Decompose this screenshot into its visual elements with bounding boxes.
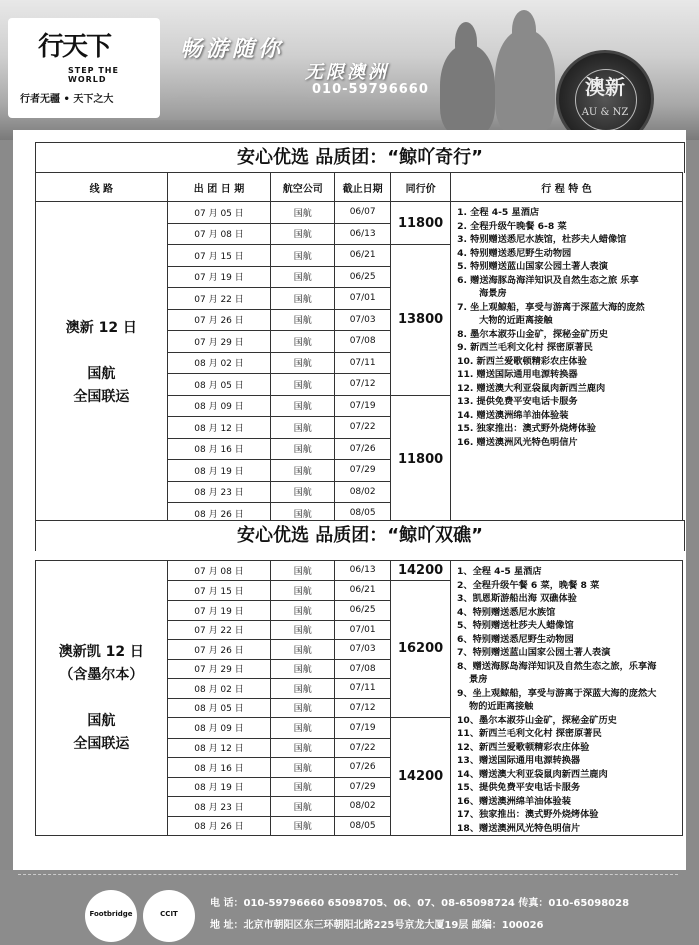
feature-item: 1、全程 4-5 星酒店 (457, 566, 542, 577)
departure-date: 08 月 02 日 (167, 352, 271, 374)
airline: 国航 (271, 223, 335, 245)
departure-date: 07 月 08 日 (167, 223, 271, 245)
footbridge-logo-icon (85, 890, 137, 942)
deadline: 06/25 (335, 601, 391, 621)
header-phone: 010-59796660 (312, 82, 429, 97)
departure-date: 08 月 05 日 (167, 698, 271, 718)
deadline: 07/01 (335, 288, 391, 310)
departure-date: 08 月 23 日 (167, 481, 271, 503)
feature-item: 景房 (469, 674, 488, 685)
deadline: 06/25 (335, 266, 391, 288)
deadline: 07/03 (335, 309, 391, 331)
feature-item: 9、坐上观鲸船，享受与游离于深蓝大海的庞然大 (457, 687, 657, 699)
departure-date: 08 月 16 日 (167, 758, 271, 778)
feature-item: 12、新西兰爱歌顿精彩农庄体验 (457, 741, 590, 753)
tour1-title: 安心优选 品质团：“鲸吖奇行” (35, 142, 685, 173)
tour2-route-line: （含墨尔本） (59, 666, 144, 683)
airline: 国航 (271, 718, 335, 739)
feature-item: 16、赠送澳洲绵羊油体验装 (457, 795, 571, 807)
feature-item: 大物的近距离接触 (479, 315, 553, 326)
departure-date: 07 月 19 日 (167, 601, 271, 621)
tour2-title: 安心优选 品质团：“鲸吖双礁” (35, 520, 685, 551)
deadline: 06/13 (335, 561, 391, 581)
slogan-2: 无限澳洲 (305, 62, 389, 83)
airline: 国航 (271, 620, 335, 640)
departure-date: 07 月 05 日 (167, 202, 271, 224)
kangaroo-icon (512, 10, 536, 50)
slogan-1: 畅游随你 (180, 37, 285, 62)
departure-date: 07 月 08 日 (167, 561, 271, 581)
airline: 国航 (271, 288, 335, 310)
feature-item: 18、赠送澳洲风光特色明信片 (457, 822, 581, 834)
col-route: 线 路 (36, 173, 168, 202)
departure-date: 08 月 16 日 (167, 438, 271, 460)
departure-date: 08 月 26 日 (167, 503, 271, 525)
feature-item: 11. 赠送国际通用电源转换器 (457, 369, 578, 380)
airline: 国航 (271, 460, 335, 482)
footer-address: 地 址：北京市朝阳区东三环朝阳北路225号京龙大厦19层 邮编：100026 (210, 920, 544, 931)
feature-item: 2、全程升级午餐 6 菜，晚餐 8 菜 (457, 579, 600, 591)
feature-item: 5、特别赠送杜莎夫人蜡像馆 (457, 620, 574, 631)
feature-item: 11、新西兰毛利文化村 探密原著民 (457, 728, 602, 739)
airline: 国航 (271, 601, 335, 621)
deadline: 06/07 (335, 202, 391, 224)
deadline: 07/11 (335, 352, 391, 374)
deadline: 07/19 (335, 718, 391, 739)
tour1-table (35, 172, 683, 525)
departure-date: 07 月 22 日 (167, 288, 271, 310)
departure-date: 08 月 09 日 (167, 395, 271, 417)
deadline: 08/02 (335, 797, 391, 817)
tour1-route-line: 国航 (87, 365, 116, 382)
feature-item: 10. 新西兰爱歌顿精彩农庄体验 (457, 355, 587, 367)
au-nz-seal-icon (556, 50, 654, 140)
deadline: 06/21 (335, 580, 391, 601)
feature-item: 6. 赠送海豚岛海洋知识及自然生态之旅 乐享 (457, 274, 639, 286)
kangaroo-icon (455, 22, 477, 62)
airline: 国航 (271, 797, 335, 817)
price-cell: 14200 (391, 561, 451, 581)
airline: 国航 (271, 245, 335, 267)
feature-item: 3、凯恩斯游船出海 双礁体验 (457, 593, 577, 604)
deadline: 07/11 (335, 679, 391, 699)
feature-item: 9. 新西兰毛利文化村 探密原著民 (457, 342, 593, 353)
deadline: 08/05 (335, 503, 391, 525)
airline: 国航 (271, 580, 335, 601)
tour2-route-line: 全国联运 (73, 735, 130, 752)
price-cell: 16200 (391, 580, 451, 718)
tour1-route-line (36, 340, 167, 363)
tour2-route-cell (36, 561, 168, 836)
departure-date: 08 月 19 日 (167, 460, 271, 482)
footbridge-logo-text: Footbridge (89, 910, 133, 918)
feature-item: 15. 独家推出：澳式野外烧烤体验 (457, 423, 596, 434)
col-airline: 航空公司 (271, 173, 335, 202)
departure-date: 08 月 12 日 (167, 738, 271, 758)
feature-item: 16. 赠送澳洲风光特色明信片 (457, 436, 578, 448)
feature-item: 8、赠送海豚岛海洋知识及自然生态之旅，乐享海 (457, 660, 657, 672)
departure-date: 08 月 09 日 (167, 718, 271, 739)
feature-item: 13、赠送国际通用电源转换器 (457, 755, 581, 766)
departure-date: 08 月 23 日 (167, 797, 271, 817)
feature-item: 6、特别赠送悉尼野生动物园 (457, 633, 574, 645)
departure-date: 07 月 22 日 (167, 620, 271, 640)
table-row (36, 202, 683, 224)
feature-item: 12. 赠送澳大利亚袋鼠肉新西兰鹿肉 (457, 382, 606, 394)
deadline: 07/08 (335, 659, 391, 679)
departure-date: 08 月 02 日 (167, 679, 271, 699)
ccit-logo-text: CCIT (160, 910, 178, 918)
airline: 国航 (271, 679, 335, 699)
departure-date: 07 月 29 日 (167, 659, 271, 679)
feature-item: 5. 特别赠送蓝山国家公园土著人表演 (457, 261, 608, 272)
feature-item: 4. 特别赠送悉尼野生动物园 (457, 247, 572, 259)
departure-date: 08 月 12 日 (167, 417, 271, 439)
col-price: 同行价 (391, 173, 451, 202)
feature-item: 2. 全程升级午晚餐 6-8 菜 (457, 220, 567, 232)
footer-phone: 电 话：010-59796660 65098705、06、07、08-65098724 传真：010-65098028 (210, 898, 630, 909)
deadline: 07/03 (335, 640, 391, 660)
price-cell: 13800 (391, 245, 451, 396)
airline: 国航 (271, 266, 335, 288)
feature-item: 10、墨尔本淑芬山金矿，探秘金矿历史 (457, 714, 617, 726)
header-banner (0, 0, 699, 140)
feature-item: 17、独家推出：澳式野外烧烤体验 (457, 809, 599, 820)
tour2-route-line: 国航 (87, 712, 116, 729)
departure-date: 07 月 19 日 (167, 266, 271, 288)
deadline: 07/12 (335, 374, 391, 396)
departure-date: 07 月 26 日 (167, 640, 271, 660)
table-header-row (36, 173, 683, 202)
tour2-route-line: 澳新凯 12 日 (58, 643, 144, 660)
airline: 国航 (271, 202, 335, 224)
departure-date: 08 月 05 日 (167, 374, 271, 396)
deadline: 07/22 (335, 417, 391, 439)
tour2-route-line (36, 687, 167, 710)
col-features: 行 程 特 色 (451, 173, 683, 202)
departure-date: 07 月 29 日 (167, 331, 271, 353)
price-cell: 14200 (391, 718, 451, 836)
airline: 国航 (271, 395, 335, 417)
feature-item: 7. 坐上观鲸船，享受与游离于深蓝大海的庞然 (457, 301, 645, 313)
airline: 国航 (271, 352, 335, 374)
feature-item: 14、赠送澳大利亚袋鼠肉新西兰鹿肉 (457, 768, 608, 780)
airline: 国航 (271, 309, 335, 331)
airline: 国航 (271, 561, 335, 581)
deadline: 06/21 (335, 245, 391, 267)
airline: 国航 (271, 659, 335, 679)
feature-item: 4、特别赠送悉尼水族馆 (457, 606, 556, 618)
deadline: 08/02 (335, 481, 391, 503)
feature-item: 14. 赠送澳洲绵羊油体验装 (457, 409, 569, 421)
seal-title: 澳新 (585, 75, 625, 99)
logo-main-text: 行天下 (38, 32, 111, 62)
itinerary-sheet (13, 130, 686, 870)
airline: 国航 (271, 481, 335, 503)
departure-date: 07 月 26 日 (167, 309, 271, 331)
footer (0, 870, 699, 945)
brand-logo (8, 18, 160, 118)
feature-item: 海景房 (479, 288, 507, 299)
deadline: 07/22 (335, 738, 391, 758)
airline: 国航 (271, 640, 335, 660)
departure-date: 08 月 26 日 (167, 816, 271, 836)
ccit-logo-icon (143, 890, 195, 942)
tour1-route-line: 澳新 12 日 (65, 319, 137, 336)
deadline: 08/05 (335, 816, 391, 836)
feature-item: 7、特别赠送蓝山国家公园土著人表演 (457, 647, 611, 658)
airline: 国航 (271, 738, 335, 758)
deadline: 07/08 (335, 331, 391, 353)
table-row (36, 561, 683, 581)
airline: 国航 (271, 417, 335, 439)
logo-sub-text: STEP THE WORLD (68, 66, 119, 84)
tour1-features-cell (451, 202, 683, 525)
tour2-table (35, 560, 683, 836)
tour2-features-cell (451, 561, 683, 836)
departure-date: 07 月 15 日 (167, 245, 271, 267)
airline: 国航 (271, 698, 335, 718)
airline: 国航 (271, 777, 335, 797)
tour1-route-cell (36, 202, 168, 525)
logo-slogan: 行者无疆 • 天下之大 (20, 94, 114, 105)
price-cell: 11800 (391, 202, 451, 245)
tour1-route-line: 全国联运 (73, 388, 130, 405)
deadline: 07/29 (335, 460, 391, 482)
airline: 国航 (271, 331, 335, 353)
price-cell: 11800 (391, 395, 451, 524)
departure-date: 08 月 19 日 (167, 777, 271, 797)
airline: 国航 (271, 758, 335, 778)
deadline: 07/26 (335, 438, 391, 460)
deadline: 07/29 (335, 777, 391, 797)
deadline: 07/19 (335, 395, 391, 417)
deadline: 07/01 (335, 620, 391, 640)
airline: 国航 (271, 374, 335, 396)
col-deadline: 截止日期 (335, 173, 391, 202)
feature-item: 8. 墨尔本淑芬山金矿，探秘金矿历史 (457, 328, 608, 340)
airline: 国航 (271, 816, 335, 836)
feature-item: 13. 提供免费平安电话卡服务 (457, 396, 578, 407)
col-date: 出 团 日 期 (167, 173, 271, 202)
departure-date: 07 月 15 日 (167, 580, 271, 601)
deadline: 07/26 (335, 758, 391, 778)
deadline: 06/13 (335, 223, 391, 245)
airline: 国航 (271, 503, 335, 525)
deadline: 07/12 (335, 698, 391, 718)
airline: 国航 (271, 438, 335, 460)
feature-item: 物的近距离接触 (469, 701, 534, 712)
feature-item: 15、提供免费平安电话卡服务 (457, 782, 581, 793)
feature-item: 3. 特别赠送悉尼水族馆，杜莎夫人蜡像馆 (457, 234, 627, 245)
feature-item: 1. 全程 4-5 星酒店 (457, 207, 540, 218)
seal-subtitle: AU & NZ (581, 107, 629, 118)
